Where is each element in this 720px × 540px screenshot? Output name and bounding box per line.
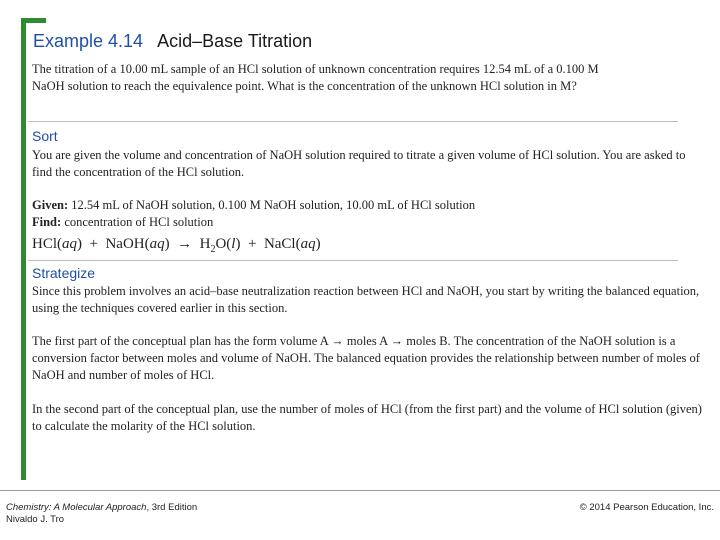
footer-divider	[0, 490, 720, 491]
find-line	[32, 214, 702, 231]
example-number: Example 4.14	[33, 31, 144, 51]
given-text: 12.54 mL of NaOH solution, 0.100 M NaOH solution, 10.00 mL of HCl solution	[71, 198, 476, 212]
given-line	[32, 197, 702, 214]
footer-copyright: © 2014 Pearson Education, Inc.	[579, 502, 714, 513]
footer-citation	[6, 502, 197, 526]
find-text: concentration of HCl solution	[64, 215, 214, 229]
strategize-paragraph-2: The first part of the conceptual plan has the form volume A → moles A → moles B. The concentration of the NaOH solution is a conversion factor between moles and volume of NaOH. The balanced equation provides the relationship between number of moles of NaOH and number of moles of HCl.	[32, 334, 700, 382]
sort-heading: Sort	[32, 128, 58, 144]
example-title	[33, 31, 312, 52]
balanced-equation: HCl(aq) + NaOH(aq) → $H_2O(l)$ + NaCl(aq)	[32, 236, 321, 255]
green-bracket-left	[21, 18, 26, 480]
book-author: Nivaldo J. Tro	[6, 514, 65, 525]
given-label: Given:	[32, 198, 69, 212]
book-title: Chemistry: A Molecular Approach	[6, 502, 147, 513]
example-name: Acid–Base Titration	[157, 31, 313, 51]
problem-statement: The titration of a 10.00 mL sample of an HCl solution of unknown concentration requires 12.54 mL of a 0.100 M NaOH solution to reach the equivalence point. What is the concentration of the unknown HCl solution in M?	[32, 62, 599, 93]
book-edition: , 3rd Edition	[146, 502, 198, 513]
green-bracket-top	[21, 18, 46, 23]
find-label: Find:	[32, 215, 62, 229]
divider	[28, 121, 678, 122]
sort-text: You are given the volume and concentration of NaOH solution required to titrate a given volume of HCl solution. You are asked to find the concentration of the HCl solution.	[32, 148, 686, 179]
strategize-paragraph-3: In the second part of the conceptual plan, use the number of moles of HCl (from the first part) and the volume of HCl solution (given) to calculate the molarity of the HCl solution.	[32, 402, 702, 433]
divider	[28, 260, 678, 261]
strategize-paragraph-1: Since this problem involves an acid–base neutralization reaction between HCl and NaOH, you start by writing the balanced equation, using the techniques covered earlier in this section.	[32, 284, 700, 315]
strategize-heading: Strategize	[32, 265, 96, 281]
